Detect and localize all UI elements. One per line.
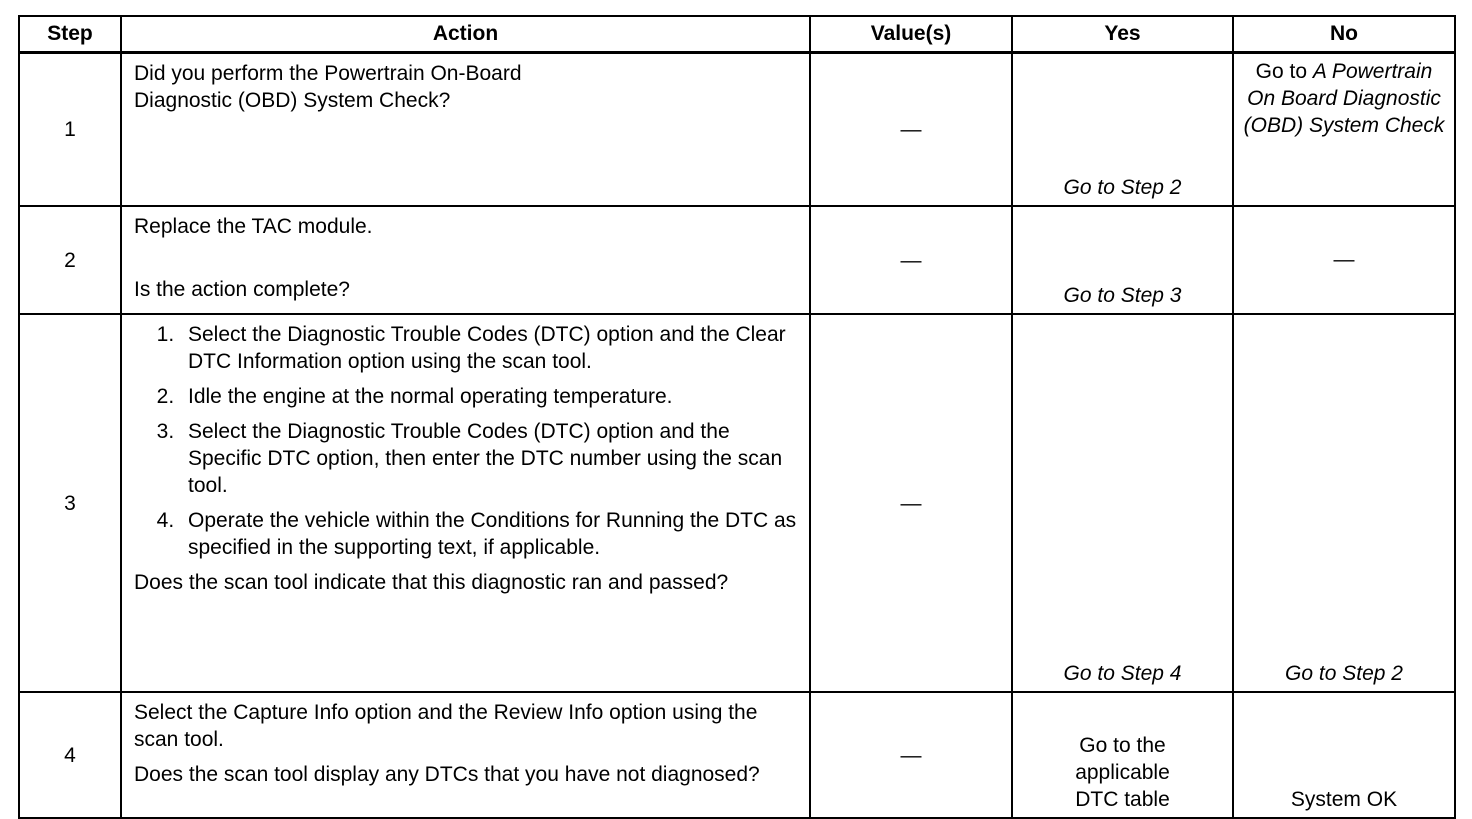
value-cell: — (810, 692, 1012, 818)
header-yes: Yes (1012, 16, 1233, 53)
no-prefix: Go to (1255, 60, 1313, 83)
value-cell: — (810, 206, 1012, 314)
list-item: 2. Idle the engine at the normal operating temperature. (180, 383, 799, 410)
yes-link-applicable-dtc-table[interactable]: Go to the applicable DTC table (1012, 692, 1233, 818)
header-values: Value(s) (810, 16, 1012, 53)
table-row (19, 53, 1455, 207)
table-row (19, 692, 1455, 818)
no-link-go-to-step-2[interactable]: Go to Step 2 (1233, 314, 1455, 692)
action-cell (121, 314, 810, 692)
action-text: Replace the TAC module. (134, 215, 373, 238)
action-text: Did you perform the Powertrain On-Board (134, 62, 522, 85)
step-number: 4 (19, 692, 121, 818)
action-text: Diagnostic (OBD) System Check? (134, 89, 451, 112)
action-cell (121, 206, 810, 314)
no-system-ok: System OK (1233, 692, 1455, 818)
yes-link-go-to-step-4[interactable]: Go to Step 4 (1012, 314, 1233, 692)
table-row (19, 206, 1455, 314)
step-number: 1 (19, 53, 121, 207)
yes-link-go-to-step-3[interactable]: Go to Step 3 (1012, 206, 1233, 314)
yes-link-go-to-step-2[interactable]: Go to Step 2 (1012, 53, 1233, 207)
no-link-obd-system-check[interactable]: A Powertrain On Board Diagnostic (OBD) System Check (1243, 60, 1445, 137)
step-number: 2 (19, 206, 121, 314)
header-action: Action (121, 16, 810, 53)
spacer (134, 240, 799, 276)
header-no: No (1233, 16, 1455, 53)
list-item: 3. Select the Diagnostic Trouble Codes (DTC) option and the Specific DTC option, then enter the DTC number using the scan tool. (180, 418, 799, 499)
action-question: Does the scan tool indicate that this diagnostic ran and passed? (134, 571, 729, 594)
action-steps-list (134, 321, 799, 561)
action-cell (121, 692, 810, 818)
header-step: Step (19, 16, 121, 53)
spacer (134, 753, 799, 761)
action-cell (121, 53, 810, 207)
step-number: 3 (19, 314, 121, 692)
list-item: 1. Select the Diagnostic Trouble Codes (DTC) option and the Clear DTC Information option using the scan tool. (180, 321, 799, 375)
diagnostic-table (18, 15, 1456, 819)
action-question: Is the action complete? (134, 278, 350, 301)
header-row (19, 16, 1455, 53)
list-item: 4. Operate the vehicle within the Conditions for Running the DTC as specified in the supporting text, if applicable. (180, 507, 799, 561)
no-cell (1233, 53, 1455, 207)
table-row (19, 314, 1455, 692)
action-text: Select the Capture Info option and the Review Info option using the scan tool. (134, 701, 758, 751)
no-cell: — (1233, 206, 1455, 314)
action-question: Does the scan tool display any DTCs that you have not diagnosed? (134, 763, 760, 786)
value-cell: — (810, 314, 1012, 692)
value-cell: — (810, 53, 1012, 207)
